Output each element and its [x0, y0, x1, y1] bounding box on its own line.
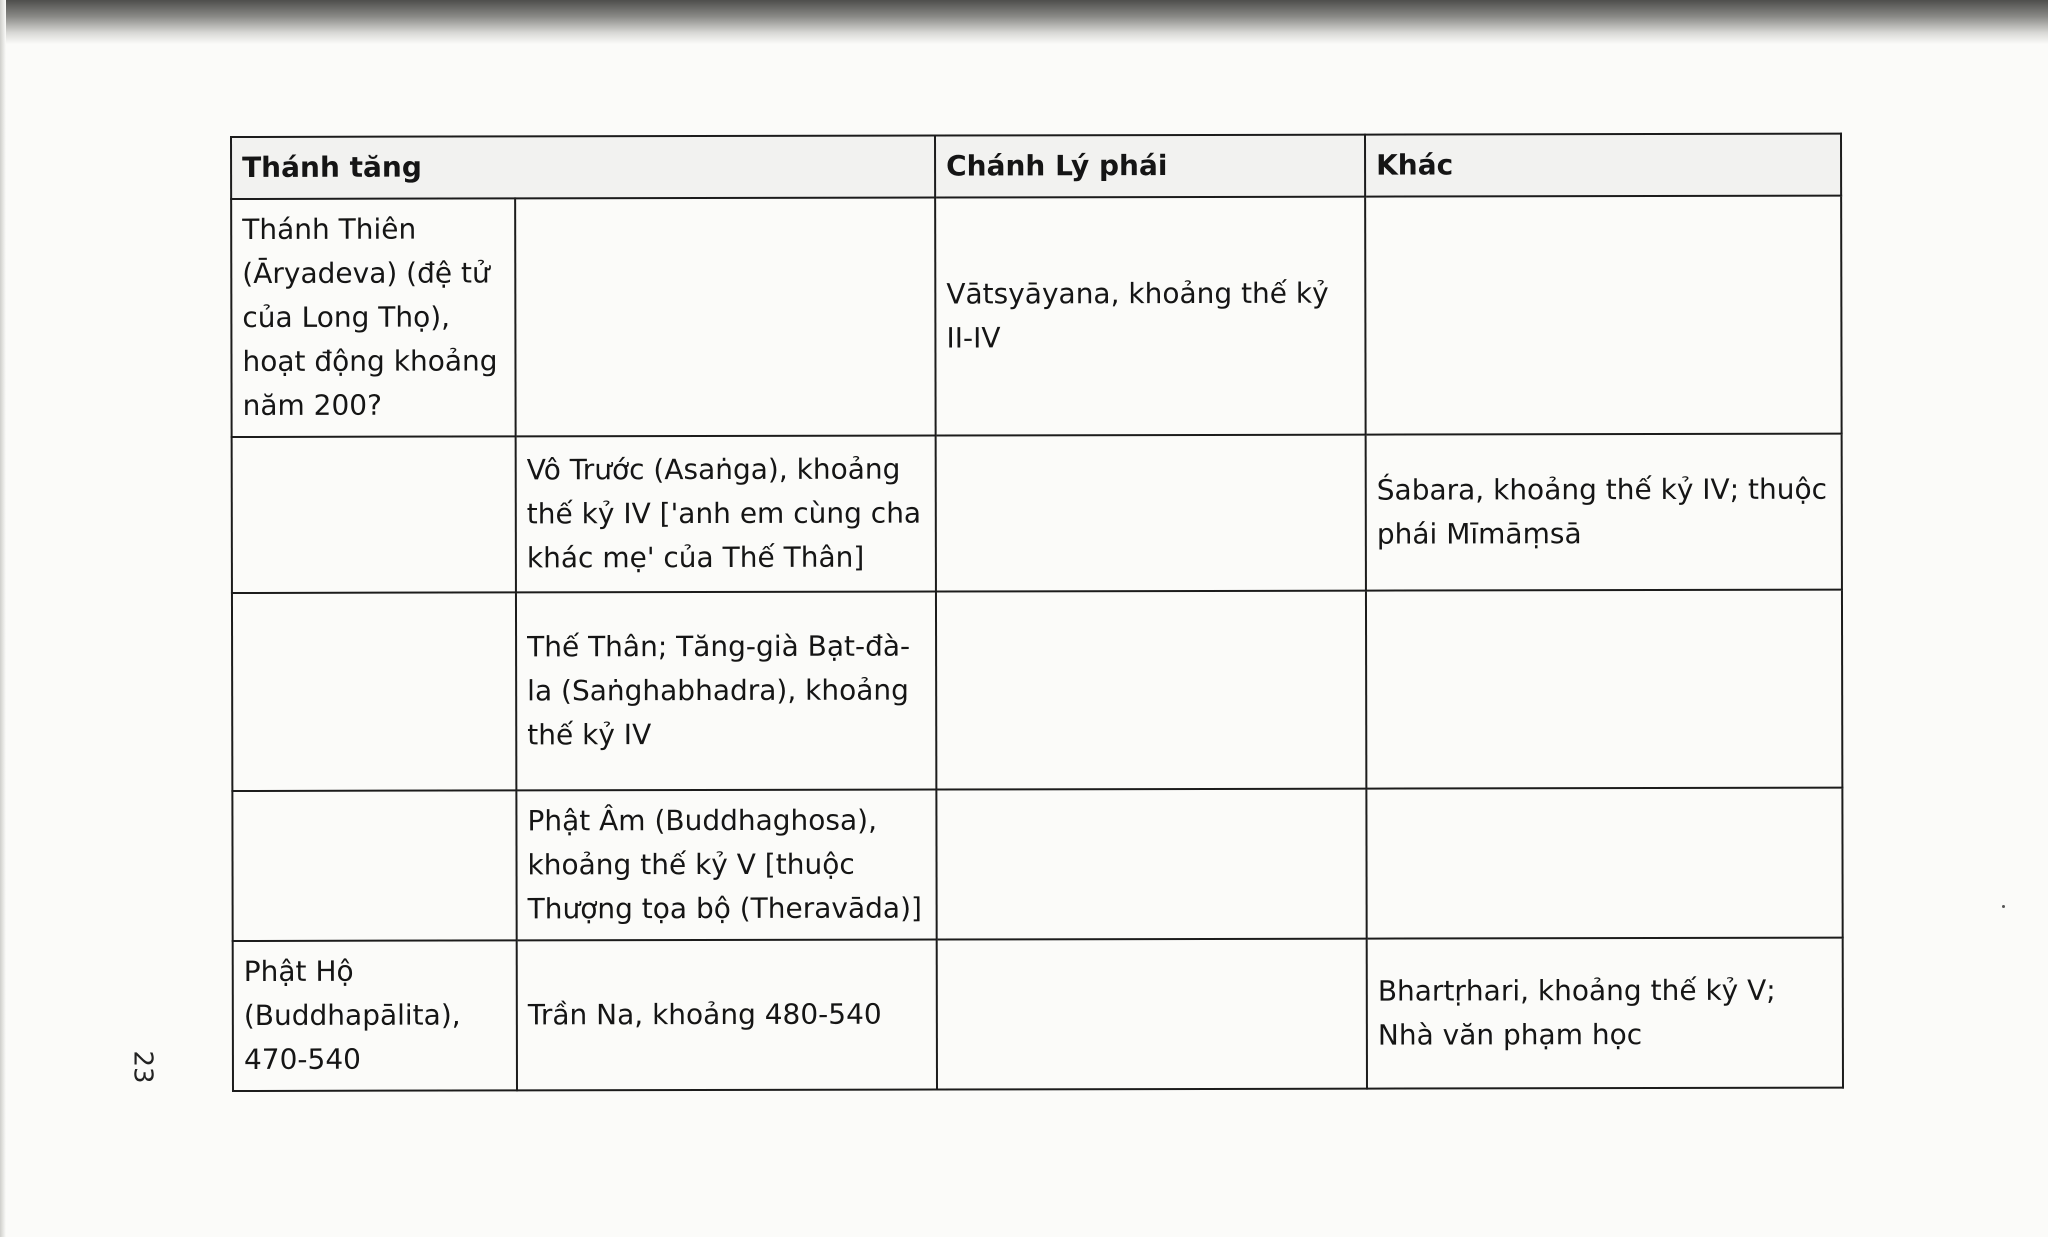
header-chanh-ly-phai: Chánh Lý phái [935, 135, 1365, 198]
table-row [232, 788, 1842, 941]
page-top-shadow [0, 0, 2048, 44]
table-cell: Phật Hộ (Buddhapālita), 470-540 [233, 940, 517, 1091]
lineage-table [230, 133, 1844, 1092]
table-cell [936, 789, 1366, 940]
table-header-row [231, 134, 1841, 199]
table-cell [232, 436, 516, 593]
table-cell [232, 790, 516, 941]
stray-ink-dot [2002, 905, 2005, 908]
table-cell [515, 198, 935, 437]
table-cell [1366, 590, 1842, 789]
table-cell [1365, 196, 1841, 435]
table-cell: Vātsyāyana, khoảng thế kỷ II-IV [935, 197, 1365, 436]
table-cell [1366, 788, 1842, 939]
table-cell: Bhartṛhari, khoảng thế kỷ V; Nhà văn phạm học [1367, 938, 1843, 1089]
table-cell [936, 591, 1366, 790]
header-thanh-tang: Thánh tăng [231, 136, 935, 199]
table-cell [232, 592, 516, 791]
page-left-edge [0, 0, 6, 1237]
table-cell [936, 435, 1366, 592]
table-row [232, 590, 1842, 791]
table-cell [937, 939, 1367, 1090]
table-cell: Śabara, khoảng thế kỷ IV; thuộc phái Mīmāṃsā [1366, 434, 1842, 591]
page-number: 23 [127, 1050, 158, 1084]
table-cell: Trần Na, khoảng 480-540 [517, 940, 937, 1091]
table-cell: Thế Thân; Tăng-già Bạt-đà-la (Saṅghabhadra), khoảng thế kỷ IV [516, 592, 936, 791]
table-cell: Thánh Thiên (Āryadeva) (đệ tử của Long Thọ), hoạt động khoảng năm 200? [231, 198, 515, 437]
table-row [232, 434, 1842, 593]
table-cell: Phật Âm (Buddhaghosa), khoảng thế kỷ V [thuộc Thượng tọa bộ (Theravāda)] [516, 790, 936, 941]
header-khac: Khác [1365, 134, 1841, 197]
table-row [231, 196, 1841, 437]
table-cell: Vô Trước (Asaṅga), khoảng thế kỷ IV ['anh em cùng cha khác mẹ' của Thế Thân] [516, 436, 936, 593]
table-row [233, 938, 1843, 1091]
